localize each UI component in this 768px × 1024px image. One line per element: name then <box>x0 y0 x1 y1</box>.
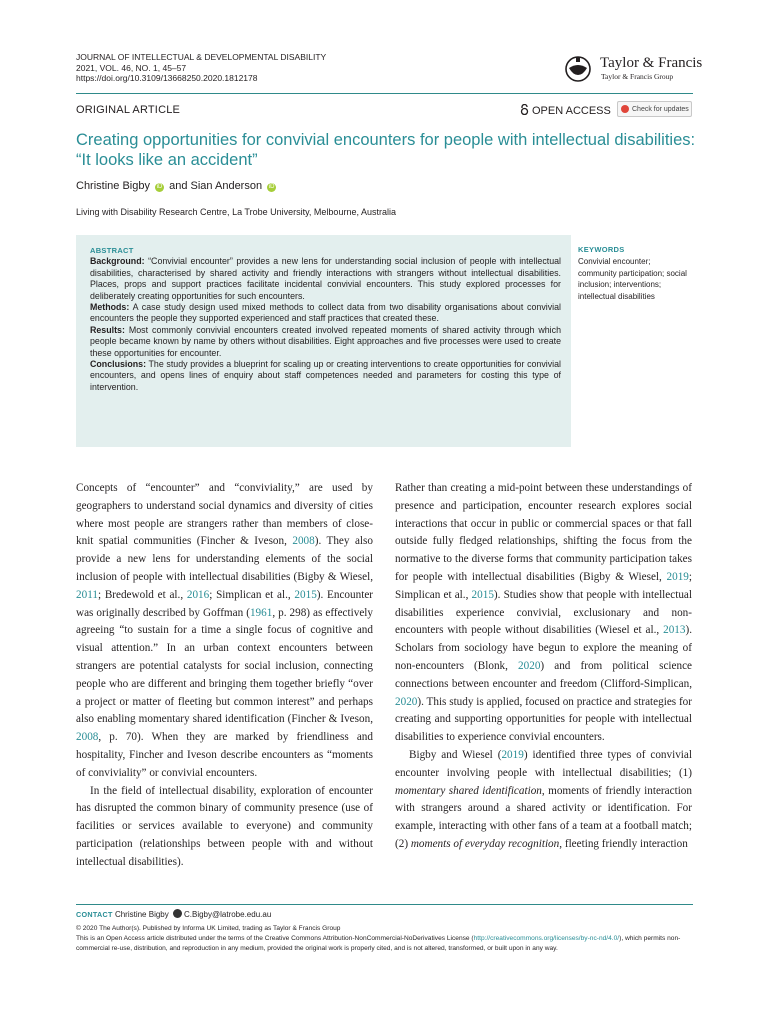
email-icon <box>173 909 182 918</box>
citation-link[interactable]: 2011 <box>76 588 98 601</box>
contact-line <box>76 909 271 919</box>
abstract-results <box>90 325 561 359</box>
abstract-background <box>90 256 561 302</box>
citation-link[interactable]: 2019 <box>501 748 524 761</box>
body-paragraph <box>395 480 692 747</box>
abstract-text: The study provides a blueprint for scaling up or creating interventions to create opportunities for convivial encounters, and opens lines of enquiry about staff competences needed and parameters for costing this type of intervention. <box>90 359 561 392</box>
body-text: ). Scholars from sociology have begun to explore the meaning of non-encounters (Blonk, <box>395 624 692 672</box>
citation-link[interactable]: 2020 <box>395 695 418 708</box>
abstract-label: Background: <box>90 256 145 267</box>
citation-link[interactable]: 2019 <box>666 570 689 583</box>
check-updates-icon <box>621 105 629 113</box>
body-text: ). They also provide a new lens for understanding elements of the social inclusion of people with intellectual disabilities (Bigby & Wiesel, <box>76 535 373 583</box>
body-text: ). Studies show that people with intellectual disabilities experience convivial, exclusionary and non-encounters with people without disabilities (Wiesel et al., <box>395 588 693 637</box>
authors <box>76 180 278 192</box>
publisher-name: Taylor & Francis <box>600 55 703 71</box>
authors-and: and <box>169 180 188 192</box>
emphasis-text: moments of everyday recognition <box>410 837 560 850</box>
keywords-list: Convivial encounter; community participation; social inclusion; interventions; intellectual disabilities <box>578 257 687 301</box>
citation-link[interactable]: 2013 <box>663 624 686 637</box>
article-type: ORIGINAL ARTICLE <box>76 104 181 116</box>
citation-link[interactable]: 2015 <box>471 588 494 601</box>
keywords-heading: KEYWORDS <box>578 245 625 254</box>
citation-link[interactable]: 2020 <box>518 659 541 672</box>
abstract-label: Results: <box>90 324 125 335</box>
check-updates-button[interactable] <box>617 101 692 117</box>
contact-email[interactable]: C.Bigby@latrobe.edu.au <box>183 910 272 919</box>
body-text: Bigby and Wiesel ( <box>409 748 502 761</box>
emphasis-text: momentary shared identification <box>395 784 542 797</box>
publisher-group: Taylor & Francis Group <box>601 72 674 81</box>
body-paragraph <box>395 747 692 854</box>
body-text: Rather than creating a mid-point between these understandings of presence and participation, encounter research explores social interactions that occur in public or commercial spaces or that fall outside fully fledged relationships, shifting the focus from the normative to the diverse forms that community participation takes for people with intellectual disabilities (Bigby & Wiesel, <box>395 482 692 583</box>
body-column-left <box>76 480 373 872</box>
footer-rule <box>76 904 693 905</box>
contact-name: Christine Bigby <box>114 910 169 919</box>
abstract-label: Conclusions: <box>90 359 147 370</box>
body-text: , p. 70). When they are marked by friendliness and hospitality, Fincher and Iveson describe encounters as “moments of conviviality” or convivial encounters. <box>76 731 373 779</box>
abstract-box <box>76 235 571 447</box>
citation-link[interactable]: 2008 <box>292 535 315 548</box>
body-text: In the field of intellectual disability, exploration of encounter has disrupted the common binary of community presence (use of facilities or services available to everyone) and community participation (relationships between people with and without intellectual disabilities). <box>76 784 373 868</box>
abstract-methods <box>90 302 561 325</box>
body-text: ). Encounter was originally described by Goffman ( <box>76 588 374 619</box>
abstract-label: Methods: <box>90 302 130 313</box>
citation-link[interactable]: 2016 <box>186 588 210 601</box>
body-text: ). This study is applied, focused on practice and strategies for creating and supporting opportunities for people with intellectual disabilities to experience convivial encounters. <box>395 695 692 744</box>
open-access-lock-icon <box>520 104 529 115</box>
journal-name: JOURNAL OF INTELLECTUAL & DEVELOPMENTAL DISABILITY <box>76 52 327 62</box>
header-rule <box>76 93 693 94</box>
copyright-notice <box>76 924 696 953</box>
journal-doi[interactable]: https://doi.org/10.3109/13668250.2020.1812178 <box>76 73 258 83</box>
body-paragraph <box>76 783 373 872</box>
license-line <box>76 934 696 954</box>
taylor-francis-logo-icon <box>563 54 595 84</box>
abstract-conclusions <box>90 359 561 393</box>
license-text: This is an Open Access article distributed under the terms of the Creative Commons Attribution-NonCommercial-NoDerivatives License ( <box>76 934 474 942</box>
license-link[interactable]: http://creativecommons.org/licenses/by-nc-nd/4.0/ <box>473 934 620 942</box>
open-access-label: OPEN ACCESS <box>532 105 611 117</box>
citation-link[interactable]: 2008 <box>76 731 99 744</box>
orcid-icon[interactable]: iD <box>156 184 163 190</box>
license-text: ), which permits non-commercial re-use, distribution, and reproduction in any medium, provided the original work is properly cited, and is not altered, transformed, or built upon in any way. <box>76 934 681 952</box>
body-text: , moments of friendly interaction with strangers around a shared activity or identification. For example, interacting with other fans of a team at a football match; (2) <box>395 784 692 850</box>
citation-link[interactable]: 1961 <box>249 606 273 619</box>
abstract-heading: ABSTRACT <box>90 246 134 255</box>
affiliation: Living with Disability Research Centre, La Trobe University, Melbourne, Australia <box>76 207 396 217</box>
body-text: Concepts of “encounter” and “conviviality,” are used by geographers to understand social dynamics and diversity of cities where most people are strangers rather than members of close-knit spatial communities (Fincher & Iveson, <box>76 482 373 548</box>
author-name[interactable]: Sian Anderson <box>190 180 263 192</box>
body-text: ) identified three types of convivial encounter involving people with intellectual disabilities; (1) <box>395 748 692 779</box>
contact-label: CONTACT <box>76 910 113 919</box>
body-paragraph <box>76 480 373 783</box>
body-text: ; Simplican et al., <box>209 588 295 601</box>
orcid-icon[interactable]: iD <box>268 184 275 190</box>
journal-volume: 2021, VOL. 46, NO. 1, 45–57 <box>76 62 187 73</box>
copyright-line: © 2020 The Author(s). Published by Informa UK Limited, trading as Taylor & Francis Group <box>76 925 341 932</box>
abstract-text: Most commonly convivial encounters created involved repeated moments of shared activity through which people became known by name by others without disabilities. Eight approaches and five processes were used to create these opportunities for encounter. <box>90 324 561 358</box>
open-access-badge <box>520 104 611 117</box>
abstract-text: “Convivial encounter” provides a new lens for understanding social inclusion of people with intellectual disabilities, characterised by shared activity and friendly interactions with strangers without intellectual disabilities. Places, props and support practices facilitate incidental convivial encounters. This study explored processes for deliberately creating opportunities for such encounters. <box>90 256 561 301</box>
body-text: ; Bredewold et al., <box>97 588 187 601</box>
body-text: , p. 298) as effectively agreeing “to sustain for a time a single focus of cognitive and visual attention.” In an urban context encounters between strangers are potential catalysts for social inclusion, connecting people who are different and bringing them together briefly “over a project or matter of fleeting but common interest” and perhaps also enabling momentary shared identification (Fincher & Iveson, <box>76 606 374 726</box>
body-text: , fleeting friendly interaction <box>559 837 688 850</box>
citation-link[interactable]: 2015 <box>294 588 317 601</box>
author-name[interactable]: Christine Bigby <box>76 180 150 192</box>
body-text: ; Simplican et al., <box>395 570 692 601</box>
article-title: Creating opportunities for convivial encounters for people with intellectual disabilities: “It looks like an accident” <box>76 131 696 169</box>
body-text: ) and from political science connections between encounter and freedom (Clifford-Simplican, <box>395 659 693 690</box>
body-column-right <box>395 480 692 854</box>
check-updates-label: Check for updates <box>632 106 689 113</box>
abstract-text: A case study design used mixed methods to collect data from two disability organisations about convivial encounters the people they supported experienced and staff practices that created these. <box>90 302 561 324</box>
journal-meta <box>76 52 326 84</box>
